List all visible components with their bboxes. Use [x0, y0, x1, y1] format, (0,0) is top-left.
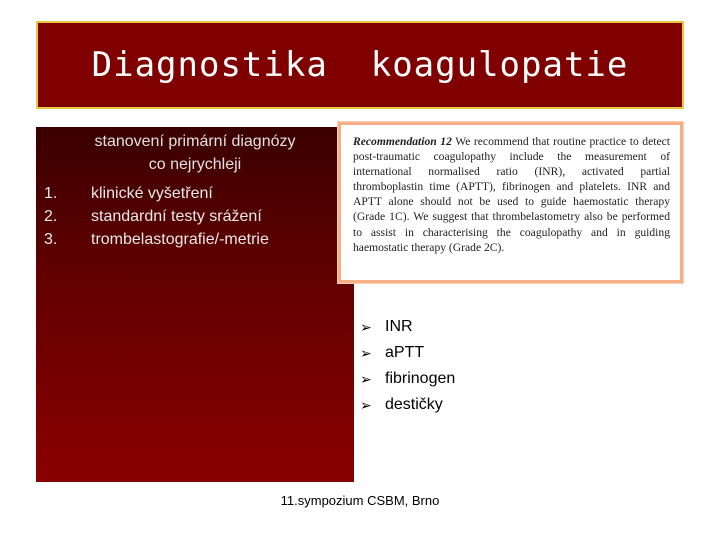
- arrow-bullet-icon: ➢: [360, 319, 372, 335]
- list-text: INR: [385, 318, 413, 335]
- list-text: klinické vyšetření: [91, 185, 213, 202]
- intro-line-2: co nejrychleji: [148, 156, 242, 173]
- list-text: standardní testy srážení: [91, 208, 262, 225]
- arrow-bullet-icon: ➢: [360, 345, 372, 361]
- list-text: aPTT: [385, 344, 425, 361]
- left-panel: [36, 127, 354, 482]
- intro-text: [36, 130, 354, 176]
- list-number: 1.: [44, 185, 58, 202]
- recommendation-box: [338, 122, 683, 283]
- list-text: fibrinogen: [385, 370, 456, 387]
- recommendation-heading: Recommendation 12: [353, 135, 452, 148]
- recommendation-body: We recommend that routine practice to detect post-traumatic coagulopathy include the measurement of international normalised ratio (INR), activated partial thromboplastin time (APTT), fibrinogen and platelets. INR and APTT alone should not be used to guide haemostatic therapy (Grade 1C). We suggest that thrombelastometry also be performed to assist in characterising the coagulopathy and in guiding haemostatic therapy (Grade 2C).: [353, 135, 670, 254]
- list-number: 2.: [44, 208, 58, 225]
- title-banner: [36, 21, 684, 109]
- list-number: 3.: [44, 231, 58, 248]
- arrow-bullet-icon: ➢: [360, 371, 372, 387]
- arrow-bullet-icon: ➢: [360, 397, 372, 413]
- list-text: destičky: [385, 396, 443, 413]
- intro-line-1: stanovení primární diagnózy: [94, 133, 296, 150]
- slide-footer: 11.sympozium CSBM, Brno: [280, 493, 440, 508]
- slide-title: Diagnostika koagulopatie: [91, 45, 629, 85]
- list-text: trombelastografie/-metrie: [91, 231, 269, 248]
